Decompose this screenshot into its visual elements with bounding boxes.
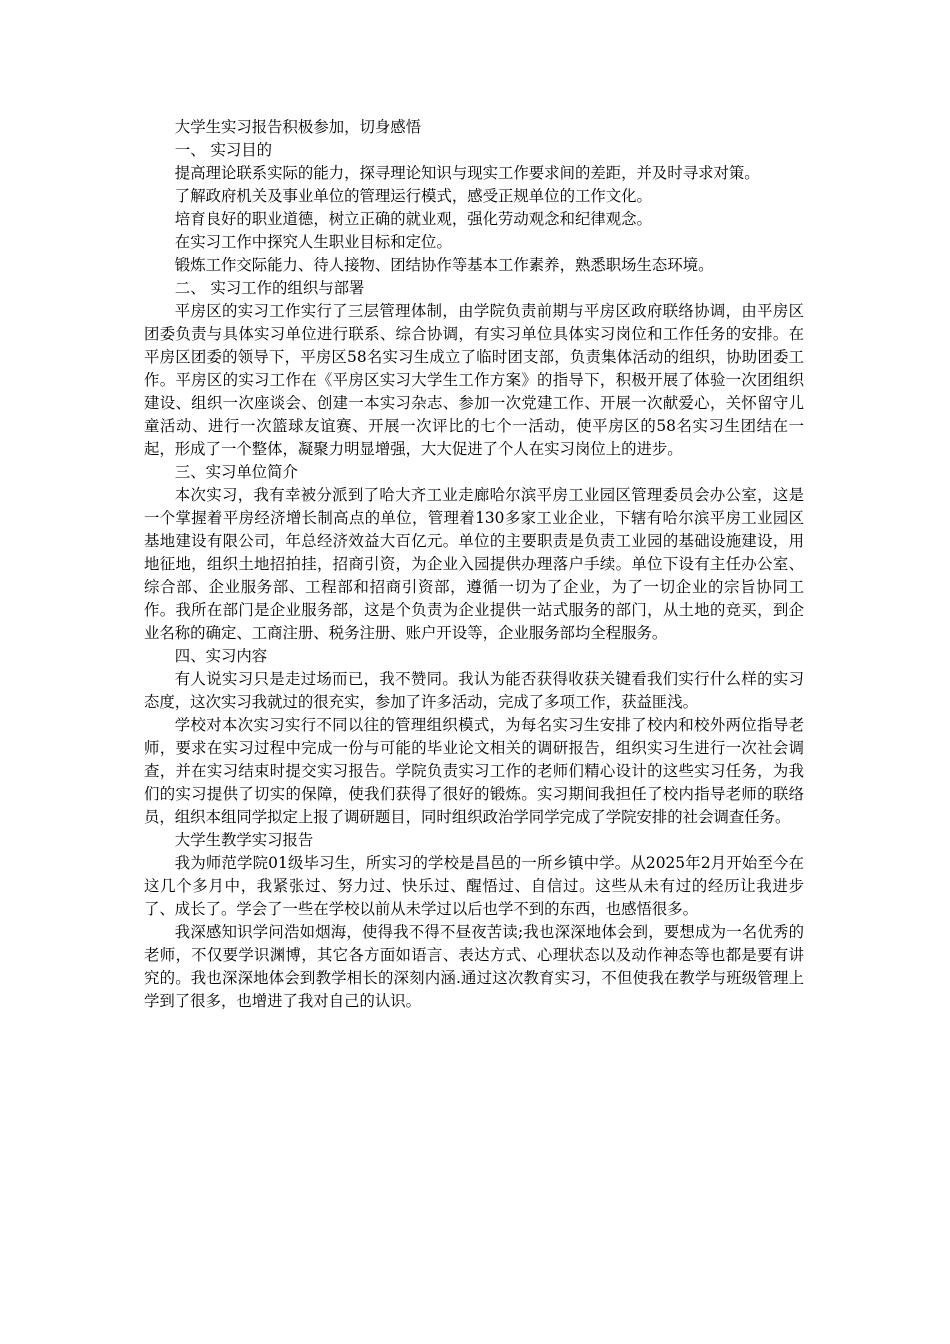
body-paragraph: 提高理论联系实际的能力，探寻理论知识与现实工作要求间的差距，并及时寻求对策。 bbox=[174, 164, 760, 182]
body-paragraph: 锻炼工作交际能力、待人接物、团结协作等基本工作素养，熟悉职场生态环境。 bbox=[174, 256, 714, 274]
body-paragraph: 在实习工作中探究人生职业目标和定位。 bbox=[174, 233, 452, 251]
document-page bbox=[144, 116, 804, 1013]
body-paragraph: 我深感知识学问浩如烟海，使得我不得不昼夜苦读;我也深深地体会到，要想成为一名优秀的老师，不仅要学识渊博，其它各方面如语言、表达方式、心理状态以及动作神态等也都是要有讲究的。我也深深地体会到教学相长的深刻内涵.通过这次教育实习，不但使我在教学与班级管理上学到了很多，也增进了我对自己的认识。 bbox=[144, 923, 804, 1010]
subtitle-teaching-report: 大学生教学实习报告 bbox=[174, 831, 314, 849]
section-heading-2: 二、 实习工作的组织与部署 bbox=[174, 279, 365, 297]
section-heading-3: 三、实习单位简介 bbox=[174, 463, 298, 481]
body-paragraph: 本次实习，我有幸被分派到了哈大齐工业走廊哈尔滨平房工业园区管理委员会办公室，这是一个掌握着平房经济增长制高点的单位，管理着130多家工业企业，下辖有哈尔滨平房工业园区基地建设有限公司，年总经济效益大百亿元。单位的主要职责是负责工业园的基础设施建设，用地征地，组织土地招拍挂，招商引资，为企业入园提供办理落户手续。单位下设有主任办公室、综合部、企业服务部、工程部和招商引资部，遵循一切为了企业，为了一切企业的宗旨协同工作。我所在部门是企业服务部，这是个负责为企业提供一站式服务的部门，从土地的竞买，到企业名称的确定、工商注册、税务注册、账户开设等，企业服务部均全程服务。 bbox=[144, 486, 804, 642]
body-paragraph: 有人说实习只是走过场而已，我不赞同。我认为能否获得收获关键看我们实行什么样的实习态度，这次实习我就过的很充实，参加了许多活动，完成了多项工作，获益匪浅。 bbox=[144, 670, 804, 711]
section-heading-1: 一、 实习目的 bbox=[174, 141, 273, 159]
document-title: 大学生实习报告积极参加，切身感悟 bbox=[174, 118, 422, 136]
body-paragraph: 学校对本次实习实行不同以往的管理组织模式，为每名实习生安排了校内和校外两位指导老师，要求在实习过程中完成一份与可能的毕业论文相关的调研报告，组织实习生进行一次社会调查，并在实习结束时提交实习报告。学院负责实习工作的老师们精心设计的这些实习任务，为我们的实习提供了切实的保障，使我们获得了很好的锻炼。实习期间我担任了校内指导老师的联络员，组织本组同学拟定上报了调研题目，同时组织政治学同学完成了学院安排的社会调查任务。 bbox=[144, 716, 804, 826]
body-paragraph: 了解政府机关及事业单位的管理运行模式，感受正规单位的工作文化。 bbox=[174, 187, 652, 205]
body-paragraph: 我为师范学院01级毕习生，所实习的学校是昌邑的一所乡镇中学。从2025年2月开始至今在这几个多月中，我紧张过、努力过、快乐过、醒悟过、自信过。这些从未有过的经历让我进步了、成长了。学会了一些在学校以前从未学过以后也学不到的东西，也感悟很多。 bbox=[144, 854, 804, 918]
body-paragraph: 培育良好的职业道德，树立正确的就业观，强化劳动观念和纪律观念。 bbox=[174, 210, 652, 228]
section-heading-4: 四、实习内容 bbox=[174, 647, 268, 665]
body-paragraph: 平房区的实习工作实行了三层管理体制，由学院负责前期与平房区政府联络协调，由平房区团委负责与具体实习单位进行联系、综合协调，有实习单位具体实习岗位和工作任务的安排。在平房区团委的领导下，平房区58名实习生成立了临时团支部，负责集体活动的组织，协助团委工作。平房区的实习工作在《平房区实习大学生工作方案》的指导下，积极开展了体验一次团组织建设、组织一次座谈会、创建一本实习杂志、参加一次党建工作、开展一次献爱心，关怀留守儿童活动、进行一次篮球友谊赛、开展一次评比的七个一活动，使平房区的58名实习生团结在一起，形成了一个整体，凝聚力明显增强，大大促进了个人在实习岗位上的进步。 bbox=[144, 302, 804, 458]
